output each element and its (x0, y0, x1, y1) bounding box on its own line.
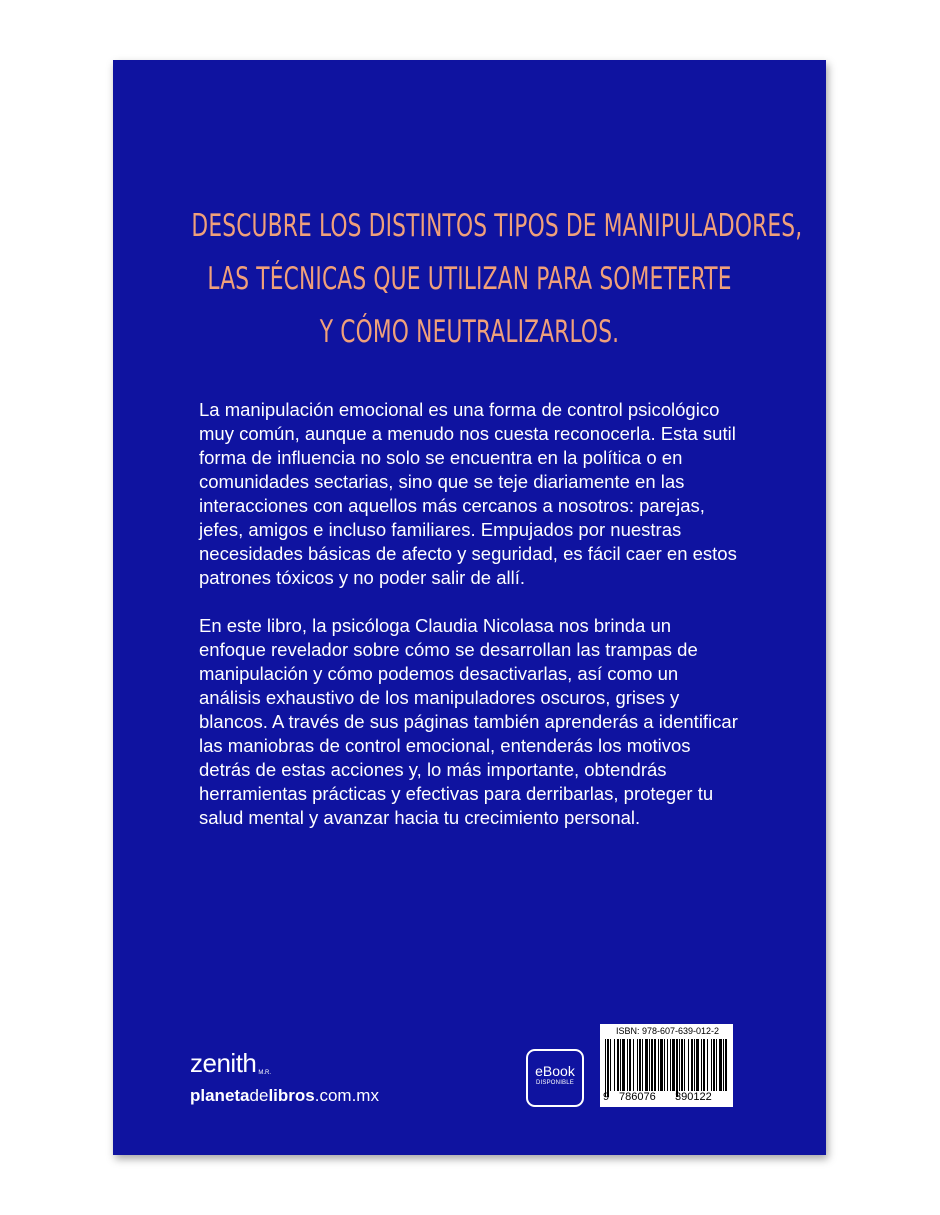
headline-line-3: Y CÓMO NEUTRALIZARLOS. (319, 314, 620, 350)
barcode-bars (605, 1039, 728, 1097)
barcode-bar (694, 1039, 695, 1091)
ebook-available-badge (526, 1049, 584, 1107)
site-part-domain: .com.mx (314, 1086, 379, 1105)
barcode-bar (681, 1039, 683, 1091)
barcode-bar (688, 1039, 689, 1091)
site-part-libros: libros (268, 1086, 315, 1105)
barcode-bar (696, 1039, 699, 1091)
zenith-registered-mark: M.R. (258, 1070, 272, 1076)
barcode-bar (658, 1039, 659, 1091)
barcode-bar (642, 1039, 643, 1091)
barcode-bar (711, 1039, 712, 1091)
barcode-bar (633, 1039, 634, 1091)
barcode-bar (651, 1039, 653, 1091)
barcode-bar (670, 1039, 671, 1091)
barcode-digits-right: 390122 (675, 1091, 712, 1103)
barcode-bar (725, 1039, 727, 1091)
barcode-digit-first: 9 (603, 1091, 610, 1103)
barcode-digits-left: 786076 (619, 1091, 656, 1103)
barcode-bar (676, 1039, 678, 1097)
barcode-bar (614, 1039, 615, 1091)
barcode-bar (654, 1039, 656, 1091)
barcode-bar (660, 1039, 663, 1091)
barcode-bar (684, 1039, 685, 1091)
barcode-bar (716, 1039, 717, 1091)
headline (191, 200, 803, 359)
isbn-label: ISBN: 978-607-639-012-2 (615, 1026, 720, 1036)
synopsis (199, 398, 739, 854)
barcode-bar (607, 1039, 609, 1097)
barcode-bar (701, 1039, 702, 1091)
site-part-planeta: planeta (190, 1086, 250, 1105)
synopsis-paragraph-1: La manipulación emocional es una forma de control psicológico muy común, aunque a menudo nos cuesta reconocerla. Esta sutil forma de influencia no solo se encuentra en la política o en comunidades sectarias, sino que se teje diariamente en las interacciones con aquellos más cercanos a nosotros: parejas, jefes, amigos e incluso familiares. Empujados por nuestras necesidades básicas de afecto y seguridad, es fácil caer en estos patrones tóxicos y no poder salir de allí. (199, 399, 737, 588)
barcode-bar (723, 1039, 724, 1091)
zenith-logo (190, 1048, 271, 1079)
barcode-bar (713, 1039, 715, 1091)
barcode-bar (629, 1039, 631, 1091)
headline-line-1: DESCUBRE LOS DISTINTOS TIPOS DE MANIPULADORES, (191, 208, 803, 244)
barcode-bar (691, 1039, 693, 1091)
barcode-bar (672, 1039, 675, 1091)
site-part-de: de (249, 1086, 269, 1105)
barcode-bar (627, 1039, 628, 1091)
zenith-logo-text: zenith (190, 1048, 257, 1078)
barcode-bar (610, 1039, 611, 1091)
barcode-digits (603, 1091, 727, 1103)
ebook-title: eBook (535, 1063, 575, 1079)
barcode-bar (605, 1039, 606, 1097)
publisher-website[interactable] (190, 1086, 379, 1106)
barcode-bar (620, 1039, 621, 1091)
barcode-bar (622, 1039, 625, 1091)
barcode-bar (649, 1039, 650, 1091)
book-back-cover (113, 60, 826, 1155)
barcode-bar (664, 1039, 665, 1091)
barcode-bar (637, 1039, 638, 1091)
barcode-bar (617, 1039, 619, 1091)
barcode-bar (667, 1039, 668, 1091)
ebook-subtitle: DISPONIBLE (535, 1080, 574, 1086)
barcode-bar (679, 1039, 680, 1091)
barcode-bar (719, 1039, 722, 1091)
synopsis-paragraph-2: En este libro, la psicóloga Claudia Nicolasa nos brinda un enfoque revelador sobre cómo se desarrollan las trampas de manipulación y cómo podemos desactivarlas, así como un análisis exhaustivo de los manipuladores oscuros, grises y blancos. A través de sus páginas también aprenderás a identificar las maniobras de control emocional, entenderás los motivos detrás de estas acciones y, lo más importante, obtendrás herramientas prácticas y efectivas para derribarlas, proteger tu salud mental y avanzar hacia tu crecimiento personal. (199, 615, 738, 828)
headline-line-2: LAS TÉCNICAS QUE UTILIZAN PARA SOMETERTE (207, 261, 732, 297)
barcode-bar (703, 1039, 705, 1091)
isbn-barcode (600, 1024, 733, 1107)
barcode-bar (707, 1039, 708, 1091)
barcode-bar (645, 1039, 648, 1091)
barcode-bar (639, 1039, 641, 1091)
